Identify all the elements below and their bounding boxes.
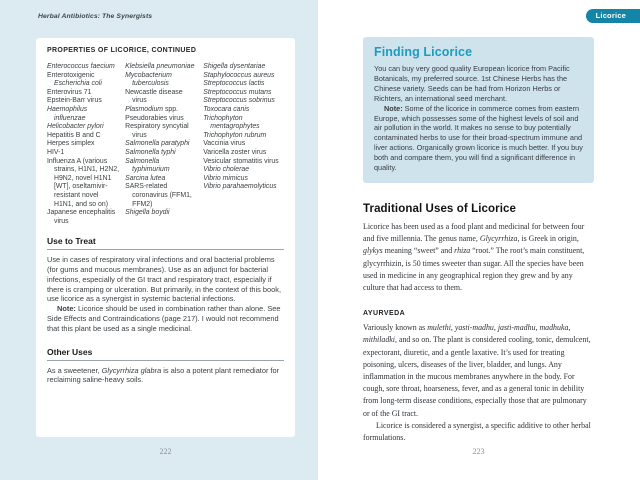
page-left [0, 0, 318, 480]
page-right [318, 0, 640, 480]
species-item: Influenza A (various strains, H1N1, H2N2, H9N2, novel H1N1 [WT], oseltamivir-resistant novel H1N1, and so on) [47, 157, 120, 208]
species-item: Mycobacterium tuberculosis [125, 71, 172, 88]
species-item: Streptococcus lactis [203, 80, 265, 88]
paragraph: Licorice is considered a synergist, a specific additive to other herbal formulations. [363, 420, 591, 443]
page-number-right: 223 [472, 447, 485, 456]
subsection-heading-ayurveda: AYURVEDA [363, 310, 406, 318]
species-column [203, 63, 284, 226]
section-heading: Other Uses [47, 347, 284, 361]
paragraph: Variously known as mulethi, yasti-madhu, jasti-madhu, madhuka, mithiladki, and so on. The plant is considered cooling, tonic, demulcent, expectorant, diuretic, and a gentle laxative. It’s used for treating poisoning, ulcers, diseases of the liver, bladder, and lungs. Any inflammation in the mucous membranes anywhere in the body. For cough, sore throat, hoarseness, fever, and as a general tonic in debility from long-term disease conditions, especially those that are pulmonary or of the GI tract. [363, 323, 591, 418]
species-item: Vesicular stomatitis virus [203, 157, 279, 165]
running-header: Herbal Antibiotics: The Synergists [38, 13, 153, 20]
species-item: Epstein-Barr virus [47, 97, 102, 105]
species-item: Enterococcus faecium [47, 63, 115, 70]
species-item: Salmonella typhi [125, 148, 176, 156]
species-item: Vibrio cholerae [203, 166, 250, 174]
species-item: Herpes simplex [47, 140, 95, 148]
page-number-left: 222 [159, 447, 172, 456]
species-item: Shigella boydii [125, 209, 170, 217]
species-item: Plasmodium spp. [125, 105, 178, 113]
species-columns [47, 63, 284, 226]
panel-title: PROPERTIES OF LICORICE, CONTINUED [47, 47, 197, 54]
species-item: Trichophyton mentagrophytes [203, 114, 260, 131]
species-item: Shigella dysentariae [203, 63, 266, 70]
paragraph: Licorice has been used as a food plant and medicinal for between four and five millennia. The genus name, Glycyrrhiza, is Greek in origin, glykys meaning “sweet” and rhiza “root.” The root’s main constituent, glycyrrhizin, is 50 times sweeter than sugar. All the species have been used in medicine in any geographical region they grew and by any culture that had access to them. [363, 221, 585, 292]
species-item: Salmonella typhimurium [125, 157, 170, 174]
section-other-uses [47, 347, 284, 386]
species-item: Klebsiella pneumoniae [125, 63, 195, 70]
box-title: Finding Licorice [374, 45, 473, 59]
species-item: Enterovirus 71 [47, 88, 92, 96]
finding-licorice-box [363, 37, 594, 183]
species-item: Staphylococcus aureus [203, 71, 275, 79]
species-item: HIV-1 [47, 148, 65, 156]
species-item: Streptococcus mutans [203, 88, 272, 96]
species-item: Japanese encephalitis virus [47, 209, 116, 225]
species-item: Salmonella paratyphi [125, 140, 190, 148]
species-item: SARS-related coronavirus (FFM1, FFM2) [125, 183, 192, 208]
species-item: Hepatitis B and C [47, 131, 101, 139]
species-item: Pseudorabies virus [125, 114, 184, 122]
paragraph: Use in cases of respiratory viral infections and oral bacterial problems (for gums and mucous membranes). Use as an adjunct for bacterial infections, especially of the GI tract and respiratory tract, especially if there is cramping or ulceration. But primarily, in the context of this book, use licorice as a synergist in systemic bacterial infections. [47, 255, 282, 304]
species-item: Vibrio mimicus [203, 174, 248, 182]
section-use-to-treat [47, 236, 284, 333]
species-item: Haemophilus influenzae [47, 105, 88, 122]
species-item: Vibrio parahaemolyticus [203, 183, 277, 191]
right-page-column [363, 37, 594, 444]
paragraph: You can buy very good quality European licorice from Pacific Botanicals, my preferred source. 1st Chinese Herbs has the Chinese variety. Seeds can be had from Horizon Herbs or Richters, an international seed merchant. [374, 64, 570, 103]
species-item: Helicobacter pylori [47, 123, 104, 131]
species-item: Enterotoxigenic Escherichia coli [47, 71, 102, 88]
species-item: Sarcina lutea [125, 174, 166, 182]
section-heading: Use to Treat [47, 236, 284, 250]
note-paragraph: Note: Licorice should be used in combination rather than alone. See Side Effects and Contraindications (page 217). I would not recommend that this plant be used as a single medicinal. [47, 304, 281, 333]
species-item: Toxocara canis [203, 105, 250, 113]
species-item: Varicella zoster virus [203, 148, 267, 156]
chapter-tab: Licorice [586, 9, 640, 23]
species-item: Streptococcus sobrinus [203, 97, 275, 105]
section-heading-traditional: Traditional Uses of Licorice [363, 202, 516, 215]
species-item: Newcastle disease virus [125, 88, 183, 105]
species-column [125, 63, 197, 226]
species-item: Trichophyton rubrum [203, 131, 267, 139]
paragraph: As a sweetener, Glycyrrhiza glabra is also a potent plant remediator for reclaiming saline-heavy soils. [47, 365, 280, 385]
properties-panel [36, 38, 295, 437]
note-paragraph: Note: Some of the licorice in commerce comes from eastern Europe, which possesses some of the highest levels of soil and air pollution in the world. It makes no sense to buy potentially contaminated herbs to use for their broad-spectrum immune and liver actions. Organically grown licorice is much better. If you buy both and compare them, you will find a significant difference in quality. [374, 103, 583, 173]
species-item: Respiratory syncytial virus [125, 123, 189, 139]
species-column [47, 63, 119, 226]
species-item: Vaccinia virus [203, 140, 246, 148]
